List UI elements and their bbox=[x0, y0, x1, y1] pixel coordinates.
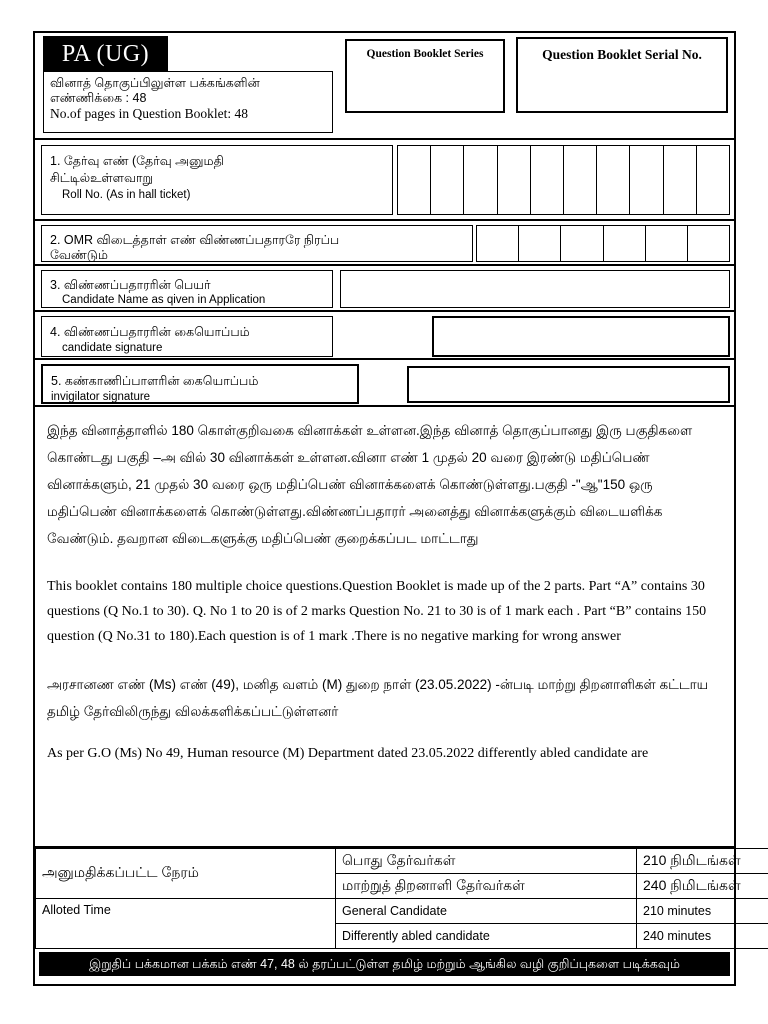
roll-no-cell[interactable] bbox=[564, 146, 597, 214]
roll-no-cell[interactable] bbox=[664, 146, 697, 214]
footer-note-bar: இறுதிப் பக்கமான பக்கம் எண் 47, 48 ல் தரப்பட்டுள்ள தமிழ் மற்றும் ஆங்கில வழி குறிப்புகளை படிக்கவும் bbox=[39, 952, 730, 976]
omr-section bbox=[35, 221, 734, 266]
omr-tamil-line-1: 2. OMR விடைத்தாள் எண் விண்ணப்பதாரரே நிரப்ப bbox=[50, 233, 340, 247]
omr-number-cell[interactable] bbox=[688, 226, 729, 261]
omr-number-cell[interactable] bbox=[646, 226, 688, 261]
spacer-2 bbox=[47, 649, 722, 671]
invigilator-signature-tamil-label: 5. கண்காணிப்பாளரின் கையொப்பம் bbox=[51, 374, 259, 388]
omr-number-cell-grid[interactable] bbox=[476, 225, 730, 262]
roll-no-cell[interactable] bbox=[697, 146, 729, 214]
roll-no-cell-grid[interactable] bbox=[397, 145, 730, 215]
omr-number-cell[interactable] bbox=[477, 226, 519, 261]
pages-tamil-line-1: வினாத் தொகுப்பிலுள்ள பக்கங்களின் bbox=[50, 76, 260, 90]
invigilator-signature-english-label: invigilator signature bbox=[51, 391, 151, 403]
time-row-value-2: 210 minutes bbox=[637, 899, 768, 924]
roll-no-english-label: Roll No. (As in hall ticket) bbox=[62, 189, 191, 201]
instructions-tamil-paragraph: இந்த வினாத்தாளில் 180 கொள்குறிவகை வினாக்கள் உள்ளன.இந்த வினாத் தொகுப்பானது இரு பகுதிகளை கொண்டது பகுதி –அ வில் 30 வினாக்கள் உள்ளன.வினா எண் 1 முதல் 20 வரை இரண்டு மதிப்பெண் வினாக்களும், 21 முதல் 30 வரை ஒரு மதிப்பெண் வினாக்களைக் கொண்டுள்ளது.பகுதி -"ஆ"150 ஒரு மதிப்பெண் வினாக்களைக் கொண்டுள்ளது.விண்ணப்பதாரர் அனைத்து வினாக்களுக்கும் விடையளிக்க வேண்டும். தவறான விடைகளுக்கு மதிப்பெண் குறைக்கப்பட மாட்டாது bbox=[47, 423, 693, 546]
candidate-signature-english-label: candidate signature bbox=[62, 342, 163, 354]
omr-tamil-line-2: வேண்டும் bbox=[50, 248, 108, 262]
spacer-3 bbox=[47, 725, 722, 741]
candidate-name-label-box bbox=[41, 270, 333, 308]
candidate-name-english-label: Candidate Name as qiven in Application bbox=[62, 294, 266, 306]
question-booklet-series-box[interactable] bbox=[345, 39, 505, 113]
question-booklet-serial-box[interactable] bbox=[516, 37, 728, 113]
candidate-name-section bbox=[35, 266, 734, 312]
roll-no-cell[interactable] bbox=[597, 146, 630, 214]
candidate-signature-input-box[interactable] bbox=[432, 316, 730, 357]
roll-no-section bbox=[35, 140, 734, 221]
allotted-time-table bbox=[35, 848, 741, 949]
allotted-time-tamil-heading: அனுமதிக்கப்பட்ட நேரம் bbox=[36, 849, 336, 899]
roll-no-cell[interactable] bbox=[531, 146, 564, 214]
time-row-value-0: 210 நிமிடங்கள் bbox=[637, 849, 768, 874]
roll-no-cell[interactable] bbox=[498, 146, 531, 214]
roll-no-cell[interactable] bbox=[464, 146, 497, 214]
roll-no-cell[interactable] bbox=[398, 146, 431, 214]
candidate-name-tamil-label: 3. விண்ணப்பதாரரின் பெயர் bbox=[50, 278, 211, 292]
table-row bbox=[36, 849, 768, 874]
time-row-label-0: பொது தேர்வர்கள் bbox=[336, 849, 637, 874]
question-booklet-series-label: Question Booklet Series bbox=[366, 48, 484, 60]
pages-count-box bbox=[43, 71, 333, 133]
instructions-section bbox=[35, 407, 734, 848]
invigilator-signature-input-box[interactable] bbox=[407, 366, 730, 403]
time-row-label-1: மாற்றுத் திறனாளி தேர்வர்கள் bbox=[336, 874, 637, 899]
go-notice-tamil-paragraph: அரசானண எண் (Ms) எண் (49), மனித வளம் (M) துறை நாள் (23.05.2022) -ன்படி மாற்று திறனாளிகள் கட்டாய தமிழ் தேர்விலிருந்து விலக்களிக்கப்பட்டுள்ளனர் bbox=[47, 677, 709, 719]
time-row-value-1: 240 நிமிடங்கள் bbox=[637, 874, 768, 899]
candidate-signature-label-box bbox=[41, 316, 333, 357]
go-notice-english-paragraph: As per G.O (Ms) No 49, Human resource (M) Department dated 23.05.2022 differently abled candidate are bbox=[47, 746, 649, 761]
omr-number-cell[interactable] bbox=[519, 226, 561, 261]
invigilator-signature-section bbox=[35, 360, 734, 407]
roll-no-tamil-line-2: சிட்டில்உள்ளவாறு bbox=[50, 171, 153, 185]
roll-no-label-box bbox=[41, 145, 393, 215]
roll-no-cell[interactable] bbox=[630, 146, 663, 214]
roll-no-tamil-line-1: 1. தேர்வு எண் (தேர்வு அனுமதி bbox=[50, 154, 224, 168]
allotted-time-english-heading: Alloted Time bbox=[36, 899, 336, 949]
candidate-signature-section bbox=[35, 312, 734, 360]
roll-no-cell[interactable] bbox=[431, 146, 464, 214]
instructions-english-paragraph: This booklet contains 180 multiple choice questions.Question Booklet is made up of the 2 parts. Part “A” contains 30 questions (Q No.1 to 30). Q. No 1 to 20 is of 2 marks Question No. 21 to 30 is of 1 mark each . Part “B” contains 150 question (Q No.31 to 180).Each question is of 1 mark .There is no negative marking for wrong answer bbox=[47, 579, 707, 644]
header-section bbox=[35, 33, 734, 140]
time-row-value-3: 240 minutes bbox=[637, 924, 768, 949]
candidate-name-input-box[interactable] bbox=[340, 270, 730, 308]
spacer-1 bbox=[47, 552, 722, 574]
time-row-label-2: General Candidate bbox=[336, 899, 637, 924]
pages-tamil-line-2: எண்ணிக்கை : 48 bbox=[50, 91, 147, 105]
pages-english-line: No.of pages in Question Booklet: 48 bbox=[50, 106, 248, 121]
omr-number-cell[interactable] bbox=[604, 226, 646, 261]
invigilator-signature-label-box bbox=[41, 364, 359, 404]
omr-label-box bbox=[41, 225, 473, 262]
candidate-signature-tamil-label: 4. விண்ணப்பதாரரின் கையொப்பம் bbox=[50, 325, 250, 339]
question-booklet-cover bbox=[33, 31, 741, 986]
question-booklet-serial-label: Question Booklet Serial No. bbox=[542, 47, 702, 62]
table-row bbox=[36, 899, 768, 924]
omr-number-cell[interactable] bbox=[561, 226, 603, 261]
time-row-label-3: Differently abled candidate bbox=[336, 924, 637, 949]
pa-ug-badge: PA (UG) bbox=[43, 36, 168, 72]
